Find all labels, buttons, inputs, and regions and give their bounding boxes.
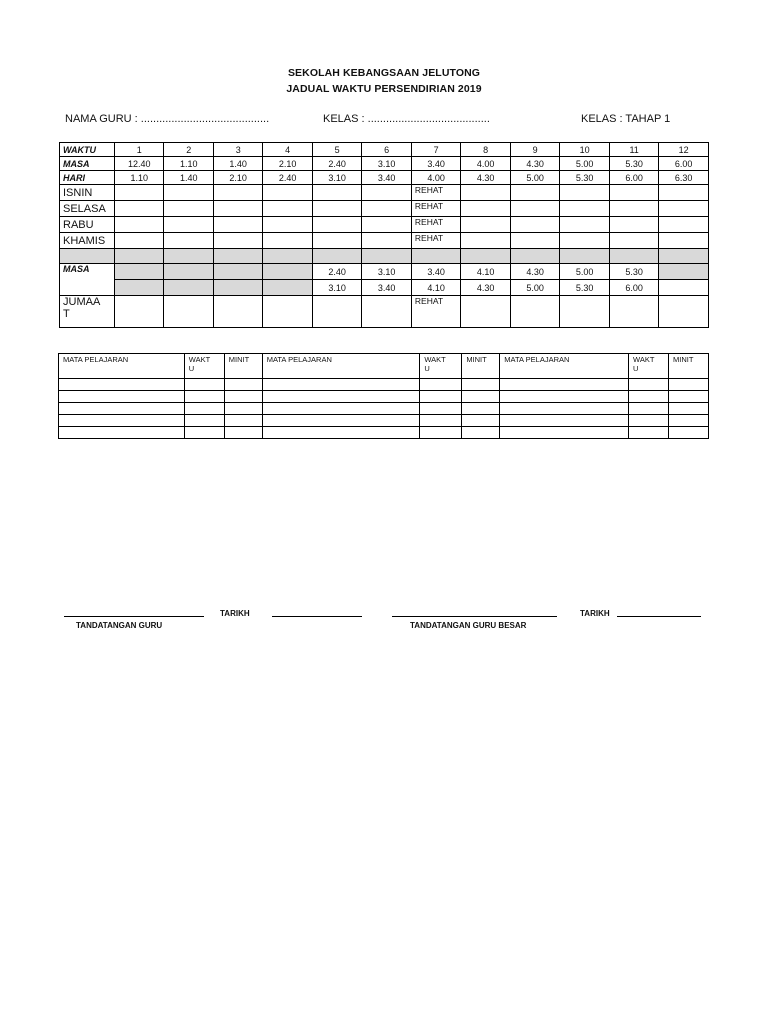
timetable-slot[interactable] xyxy=(362,201,411,217)
subject-cell[interactable] xyxy=(629,403,669,415)
timetable-slot[interactable] xyxy=(114,217,164,233)
separator-cell xyxy=(362,249,411,264)
subject-cell[interactable] xyxy=(262,427,420,439)
friday-start-cell xyxy=(213,264,262,280)
date-line-1 xyxy=(272,616,362,617)
subject-row xyxy=(59,427,709,439)
friday-start-cell xyxy=(164,264,213,280)
friday-start-cell: 4.10 xyxy=(461,264,510,280)
timetable-slot[interactable] xyxy=(263,217,312,233)
subject-cell[interactable] xyxy=(420,379,462,391)
masa-row xyxy=(60,157,709,171)
hari-time-cell: 6.00 xyxy=(609,171,658,185)
subject-cell[interactable] xyxy=(669,391,709,403)
subject-cell[interactable] xyxy=(224,391,262,403)
minit-header: MINIT xyxy=(669,354,709,379)
subject-cell[interactable] xyxy=(224,427,262,439)
friday-end-cell xyxy=(213,280,262,296)
period-cell: 2 xyxy=(164,143,213,157)
day-row-isnin xyxy=(60,185,709,201)
tarikh-label-1: TARIKH xyxy=(220,609,250,618)
subject-table xyxy=(58,353,709,439)
friday-end-cell: 5.30 xyxy=(560,280,609,296)
timetable-slot[interactable] xyxy=(560,185,609,201)
timetable-slot[interactable] xyxy=(164,233,213,249)
hari-time-cell: 2.10 xyxy=(213,171,262,185)
timetable-slot[interactable] xyxy=(560,201,609,217)
subject-cell[interactable] xyxy=(629,391,669,403)
day-row-selasa xyxy=(60,201,709,217)
timetable-slot[interactable] xyxy=(609,201,658,217)
hari-time-cell: 4.30 xyxy=(461,171,510,185)
timetable-slot[interactable] xyxy=(560,217,609,233)
subject-cell[interactable] xyxy=(462,427,500,439)
hari-time-cell: 6.30 xyxy=(659,171,709,185)
friday-start-cell xyxy=(263,264,312,280)
subject-cell[interactable] xyxy=(59,427,185,439)
separator-cell xyxy=(659,249,709,264)
subject-cell[interactable] xyxy=(629,415,669,427)
subject-cell[interactable] xyxy=(669,415,709,427)
day-label: ISNIN xyxy=(60,185,115,201)
timetable-slot[interactable] xyxy=(312,233,361,249)
subject-cell[interactable] xyxy=(462,379,500,391)
waktu-header: WAKT U xyxy=(629,354,669,379)
tandatangan-guru-besar-label: TANDATANGAN GURU BESAR xyxy=(410,621,527,630)
hari-time-cell: 5.00 xyxy=(510,171,559,185)
timetable-slot[interactable] xyxy=(263,185,312,201)
timetable-slot[interactable] xyxy=(312,217,361,233)
timetable-slot[interactable] xyxy=(312,185,361,201)
subject-cell[interactable] xyxy=(59,415,185,427)
masa-time-cell: 6.00 xyxy=(659,157,709,171)
period-cell: 5 xyxy=(312,143,361,157)
subject-cell[interactable] xyxy=(500,391,629,403)
day-row-khamis xyxy=(60,233,709,249)
day-label: SELASA xyxy=(60,201,115,217)
separator-cell xyxy=(312,249,361,264)
timetable-slot[interactable] xyxy=(461,296,510,328)
tarikh-label-2: TARIKH xyxy=(580,609,610,618)
masa-time-cell: 5.30 xyxy=(609,157,658,171)
timetable-slot[interactable] xyxy=(461,233,510,249)
subject-cell[interactable] xyxy=(629,379,669,391)
period-cell: 11 xyxy=(609,143,658,157)
rehat-cell: REHAT xyxy=(411,185,461,201)
masa-time-cell: 4.30 xyxy=(510,157,559,171)
subject-cell[interactable] xyxy=(420,415,462,427)
subject-cell[interactable] xyxy=(224,379,262,391)
timetable-slot[interactable] xyxy=(164,296,213,328)
rehat-cell: REHAT xyxy=(411,233,461,249)
subject-cell[interactable] xyxy=(184,427,224,439)
timetable-slot[interactable] xyxy=(164,217,213,233)
hari-time-cell: 3.40 xyxy=(362,171,411,185)
waktu-header: WAKT U xyxy=(184,354,224,379)
subject-cell[interactable] xyxy=(669,427,709,439)
subject-cell[interactable] xyxy=(262,403,420,415)
timetable-slot[interactable] xyxy=(560,296,609,328)
timetable-slot[interactable] xyxy=(609,233,658,249)
timetable-slot[interactable] xyxy=(164,185,213,201)
subject-cell[interactable] xyxy=(420,427,462,439)
timetable-slot[interactable] xyxy=(609,185,658,201)
kelas-field: KELAS : ........................................ xyxy=(323,113,490,125)
friday-start-cell: 5.00 xyxy=(560,264,609,280)
timetable-slot[interactable] xyxy=(609,296,658,328)
subject-cell[interactable] xyxy=(224,403,262,415)
timetable-slot[interactable] xyxy=(263,296,312,328)
subject-cell[interactable] xyxy=(462,415,500,427)
masa-time-cell: 3.10 xyxy=(362,157,411,171)
waktu-label: WAKTU xyxy=(60,143,115,157)
subject-cell[interactable] xyxy=(500,379,629,391)
hari-row xyxy=(60,171,709,185)
timetable-slot[interactable] xyxy=(114,201,164,217)
subject-row xyxy=(59,403,709,415)
jumaat-line2: T xyxy=(63,308,70,320)
timetable-slot[interactable] xyxy=(461,185,510,201)
timetable-slot[interactable] xyxy=(461,201,510,217)
mata-pelajaran-header: MATA PELAJARAN xyxy=(500,354,629,379)
subject-cell[interactable] xyxy=(629,427,669,439)
timetable-slot[interactable] xyxy=(659,201,709,217)
subject-cell[interactable] xyxy=(184,403,224,415)
timetable-slot[interactable] xyxy=(659,233,709,249)
kelas-tahap: KELAS : TAHAP 1 xyxy=(581,113,671,125)
subject-cell[interactable] xyxy=(420,391,462,403)
separator-cell xyxy=(560,249,609,264)
friday-end-cell: 5.00 xyxy=(510,280,559,296)
period-cell: 4 xyxy=(263,143,312,157)
timetable-slot[interactable] xyxy=(213,233,262,249)
separator-cell xyxy=(164,249,213,264)
friday-start-cell xyxy=(114,264,164,280)
friday-end-cell xyxy=(164,280,213,296)
friday-masa-row xyxy=(60,264,709,280)
timetable-slot[interactable] xyxy=(213,296,262,328)
timetable-slot[interactable] xyxy=(114,296,164,328)
masa-time-cell: 1.40 xyxy=(213,157,262,171)
day-label: KHAMIS xyxy=(60,233,115,249)
minit-header: MINIT xyxy=(224,354,262,379)
signature-line-guru xyxy=(64,616,204,617)
masa-time-cell: 12.40 xyxy=(114,157,164,171)
subject-cell[interactable] xyxy=(669,379,709,391)
timetable-slot[interactable] xyxy=(510,201,559,217)
rehat-cell: REHAT xyxy=(411,201,461,217)
period-cell: 7 xyxy=(411,143,461,157)
friday-end-cell: 3.10 xyxy=(312,280,361,296)
friday-start-cell: 4.30 xyxy=(510,264,559,280)
subject-cell[interactable] xyxy=(184,391,224,403)
timetable-slot[interactable] xyxy=(560,233,609,249)
separator-cell xyxy=(114,249,164,264)
friday-end-cell: 4.30 xyxy=(461,280,510,296)
friday-masa-label: MASA xyxy=(60,264,115,296)
separator-cell xyxy=(60,249,115,264)
subject-cell[interactable] xyxy=(224,415,262,427)
timetable-slot[interactable] xyxy=(362,185,411,201)
subject-cell[interactable] xyxy=(500,415,629,427)
subject-cell[interactable] xyxy=(420,403,462,415)
waktu-header: WAKT U xyxy=(420,354,462,379)
date-line-2 xyxy=(617,616,701,617)
masa-label: MASA xyxy=(60,157,115,171)
subject-cell[interactable] xyxy=(184,415,224,427)
friday-end-cell: 3.40 xyxy=(362,280,411,296)
separator-cell xyxy=(411,249,461,264)
signature-line-guru-besar xyxy=(392,616,557,617)
timetable-slot[interactable] xyxy=(114,233,164,249)
day-row-jumaat xyxy=(60,296,709,328)
subject-cell[interactable] xyxy=(500,403,629,415)
separator-cell xyxy=(510,249,559,264)
minit-header: MINIT xyxy=(462,354,500,379)
subject-header-row xyxy=(59,354,709,379)
timetable-slot[interactable] xyxy=(659,185,709,201)
period-cell: 1 xyxy=(114,143,164,157)
nama-guru-field: NAMA GURU : .......................................... xyxy=(65,113,270,125)
subject-cell[interactable] xyxy=(500,427,629,439)
masa-time-cell: 2.40 xyxy=(312,157,361,171)
masa-time-cell: 5.00 xyxy=(560,157,609,171)
timetable-slot[interactable] xyxy=(263,233,312,249)
friday-end-cell xyxy=(114,280,164,296)
tandatangan-guru-label: TANDATANGAN GURU xyxy=(76,621,163,630)
period-cell: 8 xyxy=(461,143,510,157)
hari-label: HARI xyxy=(60,171,115,185)
timetable-slot[interactable] xyxy=(263,201,312,217)
separator-row xyxy=(60,249,709,264)
timetable-slot[interactable] xyxy=(213,201,262,217)
subject-cell[interactable] xyxy=(59,391,185,403)
subject-cell[interactable] xyxy=(669,403,709,415)
timetable-slot[interactable] xyxy=(609,217,658,233)
masa-time-cell: 4.00 xyxy=(461,157,510,171)
rehat-cell: REHAT xyxy=(411,296,461,328)
hari-time-cell: 1.10 xyxy=(114,171,164,185)
hari-time-cell: 2.40 xyxy=(263,171,312,185)
timetable-slot[interactable] xyxy=(510,296,559,328)
subject-cell[interactable] xyxy=(184,379,224,391)
timetable-slot[interactable] xyxy=(510,185,559,201)
document-title: JADUAL WAKTU PERSENDIRIAN 2019 xyxy=(286,83,482,95)
separator-cell xyxy=(213,249,262,264)
jumaat-line1: JUMAA xyxy=(63,296,101,308)
friday-end-cell xyxy=(263,280,312,296)
masa-time-cell: 1.10 xyxy=(164,157,213,171)
subject-cell[interactable] xyxy=(59,379,185,391)
friday-end-cell: 6.00 xyxy=(609,280,658,296)
timetable-slot[interactable] xyxy=(312,201,361,217)
masa-time-cell: 3.40 xyxy=(411,157,461,171)
timetable-slot[interactable] xyxy=(362,296,411,328)
subject-cell[interactable] xyxy=(462,391,500,403)
subject-cell[interactable] xyxy=(59,403,185,415)
timetable-slot[interactable] xyxy=(659,296,709,328)
waktu-row xyxy=(60,143,709,157)
timetable-slot[interactable] xyxy=(164,201,213,217)
timetable xyxy=(59,142,709,328)
separator-cell xyxy=(461,249,510,264)
masa-time-cell: 2.10 xyxy=(263,157,312,171)
mata-pelajaran-header: MATA PELAJARAN xyxy=(262,354,420,379)
timetable-slot[interactable] xyxy=(213,217,262,233)
friday-start-cell: 5.30 xyxy=(609,264,658,280)
timetable-slot[interactable] xyxy=(659,217,709,233)
day-label-jumaat xyxy=(60,296,115,328)
separator-cell xyxy=(609,249,658,264)
timetable-slot[interactable] xyxy=(213,185,262,201)
timetable-slot[interactable] xyxy=(114,185,164,201)
timetable-slot[interactable] xyxy=(510,233,559,249)
day-row-rabu xyxy=(60,217,709,233)
period-cell: 12 xyxy=(659,143,709,157)
subject-cell[interactable] xyxy=(262,379,420,391)
friday-start-cell xyxy=(659,264,709,280)
hari-time-cell: 4.00 xyxy=(411,171,461,185)
day-label: RABU xyxy=(60,217,115,233)
friday-end-row xyxy=(60,280,709,296)
hari-time-cell: 3.10 xyxy=(312,171,361,185)
separator-cell xyxy=(263,249,312,264)
rehat-cell: REHAT xyxy=(411,217,461,233)
hari-time-cell: 1.40 xyxy=(164,171,213,185)
friday-start-cell: 3.40 xyxy=(411,264,461,280)
period-cell: 9 xyxy=(510,143,559,157)
period-cell: 3 xyxy=(213,143,262,157)
period-cell: 10 xyxy=(560,143,609,157)
hari-time-cell: 5.30 xyxy=(560,171,609,185)
timetable-slot[interactable] xyxy=(510,217,559,233)
timetable-slot[interactable] xyxy=(312,296,361,328)
timetable-slot[interactable] xyxy=(461,217,510,233)
friday-start-cell: 3.10 xyxy=(362,264,411,280)
timetable-slot[interactable] xyxy=(362,217,411,233)
subject-cell[interactable] xyxy=(462,403,500,415)
school-name: SEKOLAH KEBANGSAAN JELUTONG xyxy=(287,67,481,79)
period-cell: 6 xyxy=(362,143,411,157)
subject-cell[interactable] xyxy=(262,415,420,427)
friday-end-cell: 4.10 xyxy=(411,280,461,296)
subject-row xyxy=(59,379,709,391)
mata-pelajaran-header: MATA PELAJARAN xyxy=(59,354,185,379)
timetable-slot[interactable] xyxy=(362,233,411,249)
subject-cell[interactable] xyxy=(262,391,420,403)
friday-end-cell xyxy=(659,280,709,296)
subject-row xyxy=(59,391,709,403)
subject-row xyxy=(59,415,709,427)
friday-start-cell: 2.40 xyxy=(312,264,361,280)
